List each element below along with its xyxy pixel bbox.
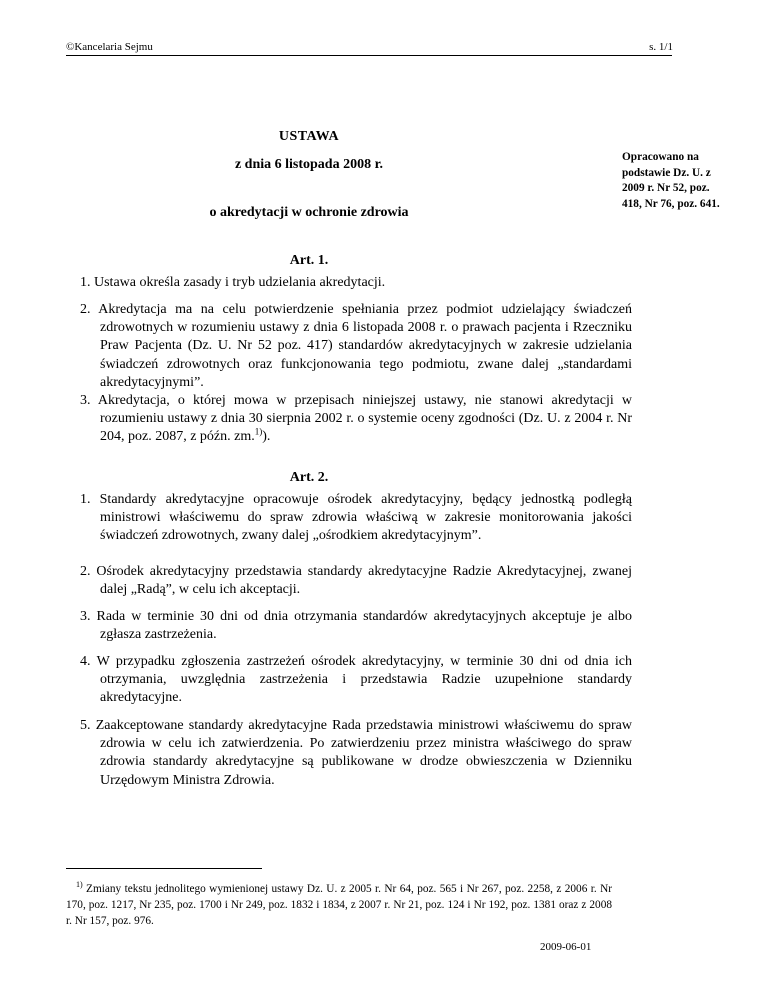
- publication-date: 2009-06-01: [540, 941, 592, 953]
- footnote-text: Zmiany tekstu jednolitego wymienionej ustawy Dz. U. z 2005 r. Nr 64, poz. 565 i Nr 267, poz. 2258, z 2006 r. Nr 170, poz. 1217, Nr 235, poz. 1700 i Nr 249, poz. 1832 i 1834, z 2007 r. Nr 21, poz. 124 i Nr 192, poz. 1381 oraz z 2008 r. Nr 157, poz. 976.: [66, 883, 612, 927]
- act-date: z dnia 6 listopada 2008 r.: [234, 157, 384, 172]
- article-paragraph: 2. Ośrodek akredytacyjny przedstawia standardy akredytacyjne Radzie Akredytacyjnej, zwanej dalej „Radą”, w celu ich akceptacji.: [80, 564, 632, 598]
- header-source: ©Kancelaria Sejmu: [66, 41, 153, 53]
- footnote-mark: 1): [76, 880, 83, 890]
- article-paragraph: 5. Zaakceptowane standardy akredytacyjne Rada przedstawia ministrowi właściwemu do spraw zdrowia w celu ich zatwierdzenia. Po zatwierdzeniu przez ministra właściwego do spraw zdrowia standardy akredytacyjne są publikowane w drodze obwieszczenia w Dzienniku Urzędowym Ministra Zdrowia.: [80, 718, 632, 788]
- footnote-reference: 1): [254, 426, 263, 437]
- article-heading: Art. 2.: [289, 470, 329, 485]
- paragraph-text: 3. Akredytacja, o której mowa w przepisach niniejszej ustawy, nie stanowi akredytacji w rozumieniu ustawy z dnia 30 sierpnia 2002 r. o systemie oceny zgodności (Dz. U. z 2004 r. Nr 204, poz. 2087, z późn. zm.: [80, 393, 632, 445]
- article-paragraph: [80, 392, 632, 447]
- act-type-title: USTAWA: [278, 129, 340, 144]
- source-note: Opracowano na podstawie Dz. U. z 2009 r. Nr 52, poz. 418, Nr 76, poz. 641.: [622, 151, 720, 210]
- footnote-divider: [66, 868, 262, 869]
- act-subject: o akredytacji w ochronie zdrowia: [209, 205, 409, 220]
- article-heading: Art. 1.: [289, 253, 329, 268]
- header-divider: [66, 55, 672, 56]
- footnote: [66, 881, 612, 929]
- paragraph-text-end: ).: [262, 429, 271, 445]
- article-paragraph: 2. Akredytacja ma na celu potwierdzenie spełniania przez podmiot udzielający świadczeń zdrowotnych w rozumieniu ustawy z dnia 6 listopada 2008 r. o prawach pacjenta i Rzeczniku Praw Pacjenta (Dz. U. Nr 52 poz. 417) standardów akredytacyjnych w zakresie udzielania świadczeń zdrowotnych oraz funkcjonowania tego podmiotu, zwane dalej „standardami akredytacyjnymi”.: [80, 302, 632, 390]
- article-paragraph: 3. Rada w terminie 30 dni od dnia otrzymania standardów akredytacyjnych akceptuje je albo zgłasza zastrzeżenia.: [80, 609, 632, 643]
- article-paragraph: 1. Standardy akredytacyjne opracowuje ośrodek akredytacyjny, będący jednostką podległą ministrowi właściwemu do spraw zdrowia właściwą w zakresie monitorowania jakości świadczeń zdrowotnych, zwany dalej „ośrodkiem akredytacyjnym”.: [80, 492, 632, 544]
- page-number: s. 1/1: [649, 41, 673, 53]
- article-paragraph: 4. W przypadku zgłoszenia zastrzeżeń ośrodek akredytacyjny, w terminie 30 dni od dnia ich otrzymania, uwzględnia zastrzeżenia i przedstawia Radzie uzupełnione standardy akredytacyjne.: [80, 654, 632, 706]
- article-paragraph: 1. Ustawa określa zasady i tryb udzielania akredytacji.: [80, 275, 386, 290]
